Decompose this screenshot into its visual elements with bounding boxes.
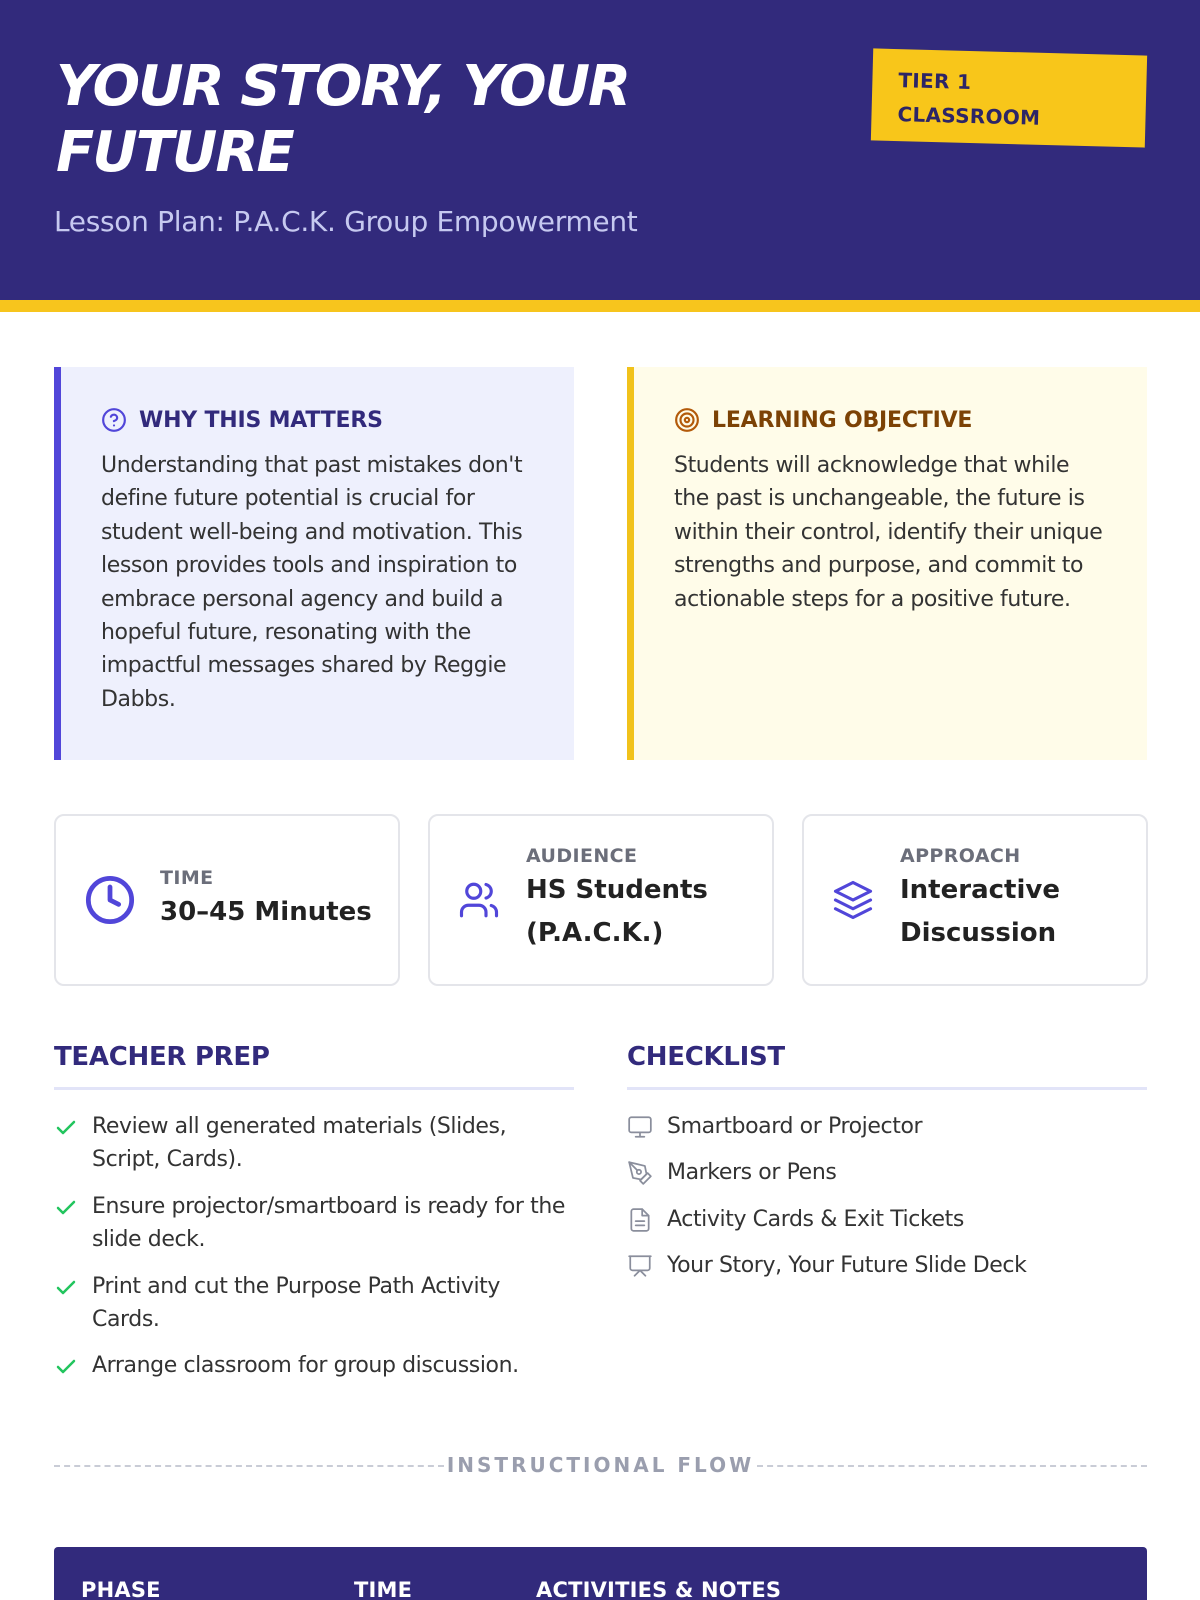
why-text: Understanding that past mistakes don't define future potential is crucial for student well-being and motivation. This lesson provides tools and inspiration to embrace personal agency and build a hopeful future, resonating with the impactful messages shared by Reggie Dabbs. (101, 453, 523, 712)
approach-card (802, 814, 1148, 986)
column-header-activities: ACTIVITIES & NOTES (536, 1578, 782, 1600)
checklist-rule (627, 1087, 1147, 1090)
instructional-flow-divider (54, 1453, 1147, 1479)
approach-value (900, 869, 1060, 955)
lesson-subtitle: Lesson Plan: P.A.C.K. Group Empowerment (54, 205, 638, 238)
approach-value-line2: Discussion (900, 918, 1057, 948)
list-item (54, 1190, 574, 1257)
lesson-title: YOUR STORY, YOUR FUTURE (56, 54, 630, 185)
clock-icon (84, 874, 136, 926)
audience-value (526, 869, 708, 955)
checklist-item-text: Smartboard or Projector (667, 1114, 923, 1139)
list-item (54, 1349, 574, 1382)
flow-table-header (54, 1547, 1147, 1600)
file-text-icon (627, 1207, 653, 1233)
objective-text: Students will acknowledge that while the past is unchangeable, the future is within their control, identify their unique strengths and purpose, and commit to actionable steps for a positive future. (674, 453, 1103, 612)
time-label: TIME (160, 866, 214, 889)
check-icon (54, 1116, 78, 1140)
teacher-prep-rule (54, 1087, 574, 1090)
audience-value-line2: (P.A.C.K.) (526, 918, 664, 948)
instructional-flow-label: INSTRUCTIONAL FLOW (446, 1453, 755, 1477)
list-item (627, 1203, 1147, 1236)
header-accent-stripe (0, 300, 1200, 312)
users-icon (458, 879, 500, 921)
teacher-prep-heading: TEACHER PREP (54, 1042, 270, 1072)
teacher-prep-list (54, 1110, 574, 1396)
why-heading: WHY THIS MATTERS (139, 407, 383, 433)
checklist-list (627, 1110, 1147, 1296)
target-icon (674, 407, 700, 433)
column-header-time: TIME (354, 1578, 413, 1600)
list-item (54, 1110, 574, 1177)
pen-tool-icon (627, 1160, 653, 1186)
prep-item-text: Ensure projector/smartboard is ready for the slide deck. (92, 1193, 566, 1253)
list-item (627, 1249, 1147, 1282)
time-value: 30–45 Minutes (160, 896, 372, 927)
check-icon (54, 1276, 78, 1300)
approach-label: APPROACH (900, 845, 1021, 867)
tier-badge (871, 48, 1147, 147)
audience-value-line1: HS Students (526, 875, 708, 905)
checklist-item-text: Markers or Pens (667, 1160, 837, 1186)
tier-badge-line1: TIER 1 (898, 68, 972, 95)
prep-item-text: Print and cut the Purpose Path Activity Cards. (92, 1273, 501, 1333)
prep-item-text: Review all generated materials (Slides, Script, Cards). (92, 1114, 507, 1173)
list-item (627, 1156, 1147, 1189)
check-icon (54, 1355, 78, 1379)
checklist-item-text: Your Story, Your Future Slide Deck (667, 1253, 1027, 1279)
presentation-icon (627, 1253, 653, 1279)
prep-item-text: Arrange classroom for group discussion. (92, 1353, 519, 1379)
checklist-item-text: Activity Cards & Exit Tickets (667, 1206, 964, 1232)
audience-label: AUDIENCE (526, 845, 638, 867)
objective-heading: LEARNING OBJECTIVE (712, 407, 973, 433)
check-icon (54, 1196, 78, 1220)
list-item (627, 1110, 1147, 1143)
list-item (54, 1270, 574, 1337)
tier-badge-line2: CLASSROOM (897, 102, 1041, 130)
question-circle-icon (101, 407, 127, 433)
why-this-matters-box (54, 367, 574, 760)
checklist-heading: CHECKLIST (627, 1042, 785, 1072)
time-card (54, 814, 400, 986)
column-header-phase: PHASE (81, 1578, 161, 1600)
approach-value-line1: Interactive (900, 875, 1060, 905)
monitor-icon (627, 1114, 653, 1140)
layers-icon (832, 879, 874, 921)
divider-dash-right (757, 1465, 1147, 1467)
learning-objective-box (627, 367, 1147, 760)
audience-card (428, 814, 774, 986)
